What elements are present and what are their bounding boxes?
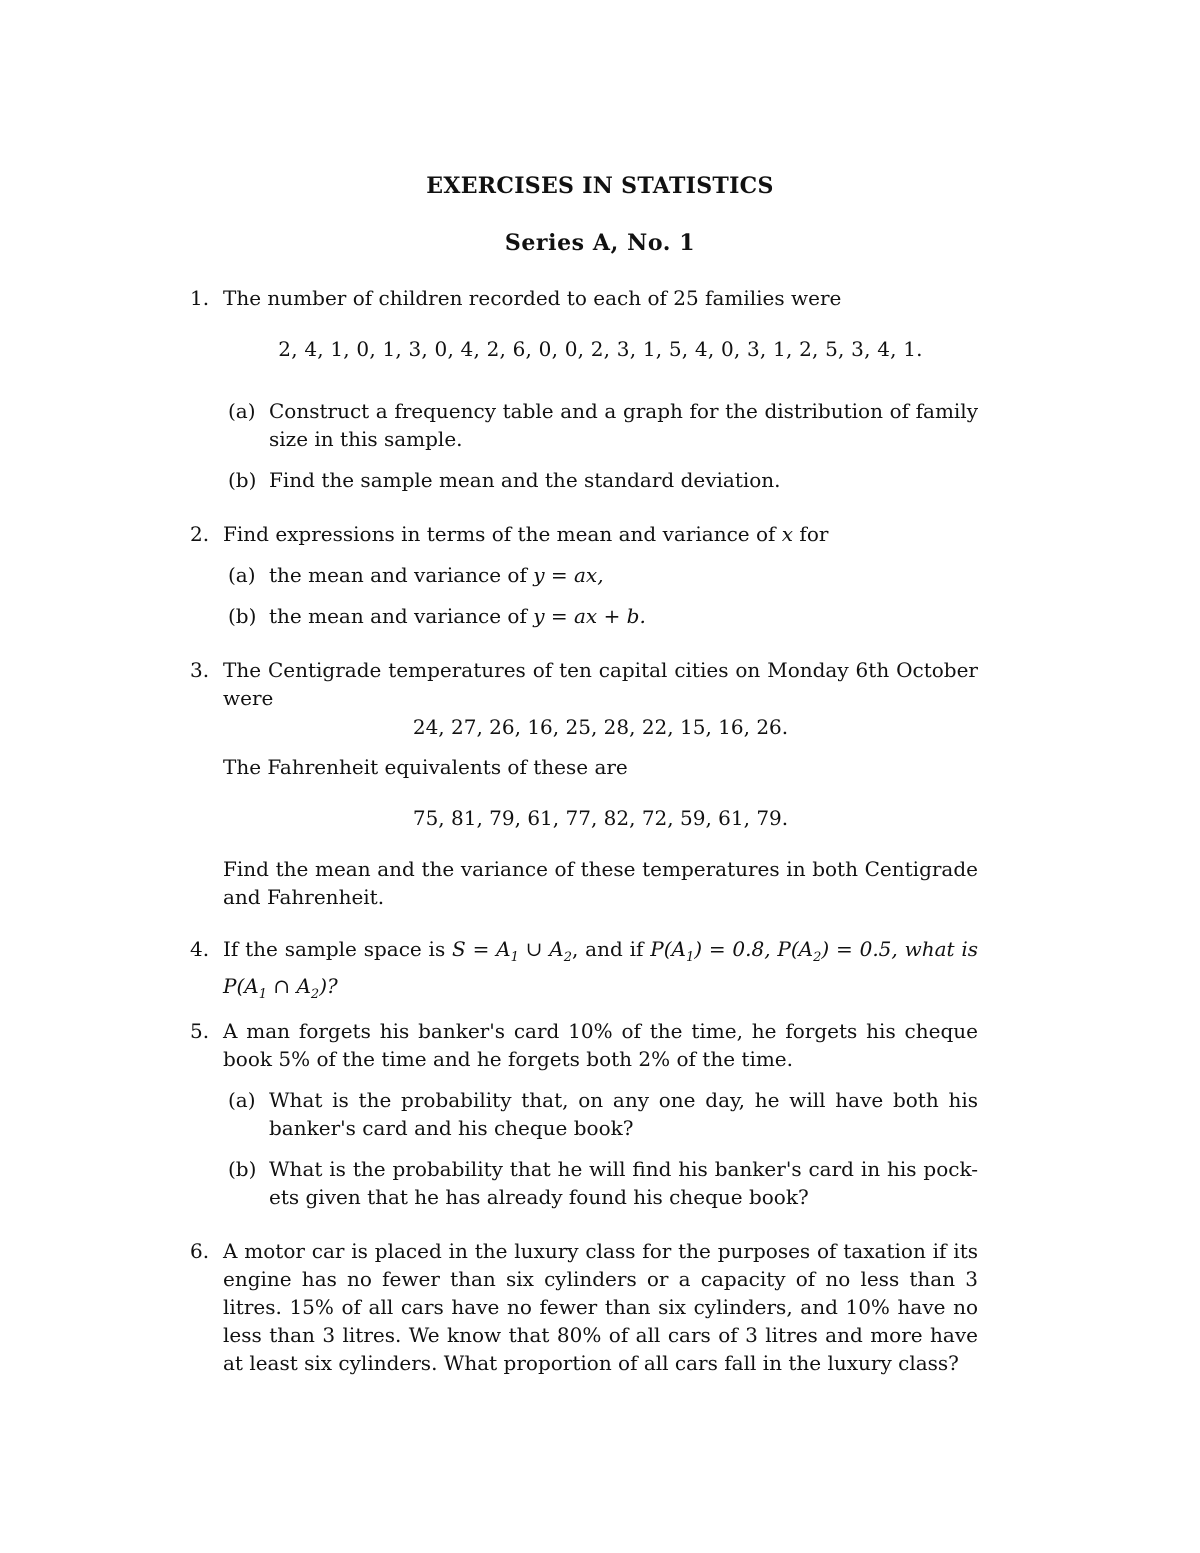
exercise-5-number: 5. bbox=[190, 1019, 210, 1043]
exercise-4-s7: 1 bbox=[258, 987, 267, 1002]
exercise-5-intro: A man forgets his banker's card 10% of the time, he forgets his cheque book 5% of the time and he forgets both 2% of the time. bbox=[223, 1019, 978, 1071]
exercise-2b-text bbox=[269, 602, 978, 630]
exercise-1-intro: The number of children recorded to each of 25 families were bbox=[223, 286, 842, 310]
exercise-4-f7: P(A bbox=[223, 974, 259, 998]
exercise-4-f8: ∩ A bbox=[266, 974, 311, 998]
exercise-4-f4: ) = 0.8, bbox=[694, 937, 771, 961]
page-title: EXERCISES IN STATISTICS bbox=[426, 173, 774, 199]
exercise-4-f1: S = A bbox=[452, 937, 511, 961]
exercise-5a-text: What is the probability that, on any one day, he will have both his banker's card and his cheque book? bbox=[269, 1088, 978, 1140]
exercise-4-formula-p2 bbox=[777, 937, 979, 965]
exercise-4-formula-intersection bbox=[223, 974, 338, 1002]
exercise-5b-label: (b) bbox=[228, 1157, 257, 1181]
exercise-6-number: 6. bbox=[190, 1239, 210, 1263]
exercise-4-text bbox=[223, 935, 978, 1009]
exercise-1b-label: (b) bbox=[228, 468, 257, 492]
exercise-1a-label: (a) bbox=[228, 399, 256, 423]
exercise-2-intro bbox=[223, 520, 978, 548]
exercise-4-f9: )? bbox=[319, 974, 338, 998]
exercise-2a-text bbox=[269, 561, 978, 589]
exercise-4-formula-sample-space bbox=[452, 937, 572, 965]
exercise-4-formula-p1 bbox=[650, 937, 771, 965]
exercise-2a-formula: y = ax, bbox=[533, 563, 604, 587]
exercise-2b-formula: y = ax + b. bbox=[533, 604, 646, 628]
exercise-1a-text: Construct a frequency table and a graph for the distribution of family size in this sample. bbox=[269, 399, 978, 451]
exercise-1-number: 1. bbox=[190, 286, 210, 310]
exercise-4-s2: 2 bbox=[563, 950, 572, 965]
exercise-4-s5: 2 bbox=[813, 950, 822, 965]
exercise-4-s3: 1 bbox=[685, 950, 695, 965]
exercise-2-intro-suffix: for bbox=[799, 522, 829, 546]
exercise-3-number: 3. bbox=[190, 658, 210, 682]
exercise-3-closing: Find the mean and the variance of these temperatures in both Centigrade and Fahrenheit. bbox=[223, 857, 978, 909]
exercise-4-s1: 1 bbox=[510, 950, 519, 965]
exercise-4-f6: ) = 0.5, what is bbox=[821, 937, 979, 961]
exercise-4-f2: ∪ A bbox=[518, 937, 564, 961]
exercise-4-number: 4. bbox=[190, 937, 210, 961]
exercise-4-f3: P(A bbox=[650, 937, 686, 961]
exercise-3-middle: The Fahrenheit equivalents of these are bbox=[223, 755, 628, 779]
exercise-2a-prefix: the mean and variance of bbox=[269, 563, 527, 587]
exercise-2-variable: x bbox=[781, 522, 794, 546]
exercise-2a-label: (a) bbox=[228, 563, 256, 587]
exercise-2-intro-prefix: Find expressions in terms of the mean and variance of bbox=[223, 522, 776, 546]
exercise-4-text-1: If the sample space is bbox=[223, 937, 446, 961]
exercise-3-centigrade-data: 24, 27, 26, 16, 25, 28, 22, 15, 16, 26. bbox=[412, 715, 789, 739]
exercise-1-data: 2, 4, 1, 0, 1, 3, 0, 4, 2, 6, 0, 0, 2, 3, 1, 5, 4, 0, 3, 1, 2, 5, 3, 4, 1. bbox=[278, 337, 923, 361]
exercise-5b-text: What is the probability that he will find his banker's card in his pock- ets given that he has already found his cheque book? bbox=[269, 1157, 978, 1209]
exercise-3-intro: The Centigrade temperatures of ten capital cities on Monday 6th October were bbox=[223, 658, 978, 710]
page-subtitle: Series A, No. 1 bbox=[504, 230, 696, 256]
exercise-2b-prefix: the mean and variance of bbox=[269, 604, 527, 628]
exercise-2b-label: (b) bbox=[228, 604, 257, 628]
exercise-1b-text: Find the sample mean and the standard deviation. bbox=[269, 468, 781, 492]
exercise-4-s8: 2 bbox=[310, 987, 320, 1002]
exercise-6-text: A motor car is placed in the luxury class for the purposes of taxation if its engine has no fewer than six cylinders or a capacity of no less than 3 litres. 15% of all cars have no fewer than six cylinders, and 10% have no less than 3 litres. We know that 80% of all cars of 3 litres and more have at least six cylinders. What proportion of all cars fall in the luxury class? bbox=[223, 1239, 978, 1375]
exercise-2-number: 2. bbox=[190, 522, 210, 546]
exercise-3-fahrenheit-data: 75, 81, 79, 61, 77, 82, 72, 59, 61, 79. bbox=[412, 806, 789, 830]
exercise-4-text-2: , and if bbox=[572, 937, 644, 961]
exercise-4-f5: P(A bbox=[777, 937, 814, 961]
exercise-5a-label: (a) bbox=[228, 1088, 256, 1112]
